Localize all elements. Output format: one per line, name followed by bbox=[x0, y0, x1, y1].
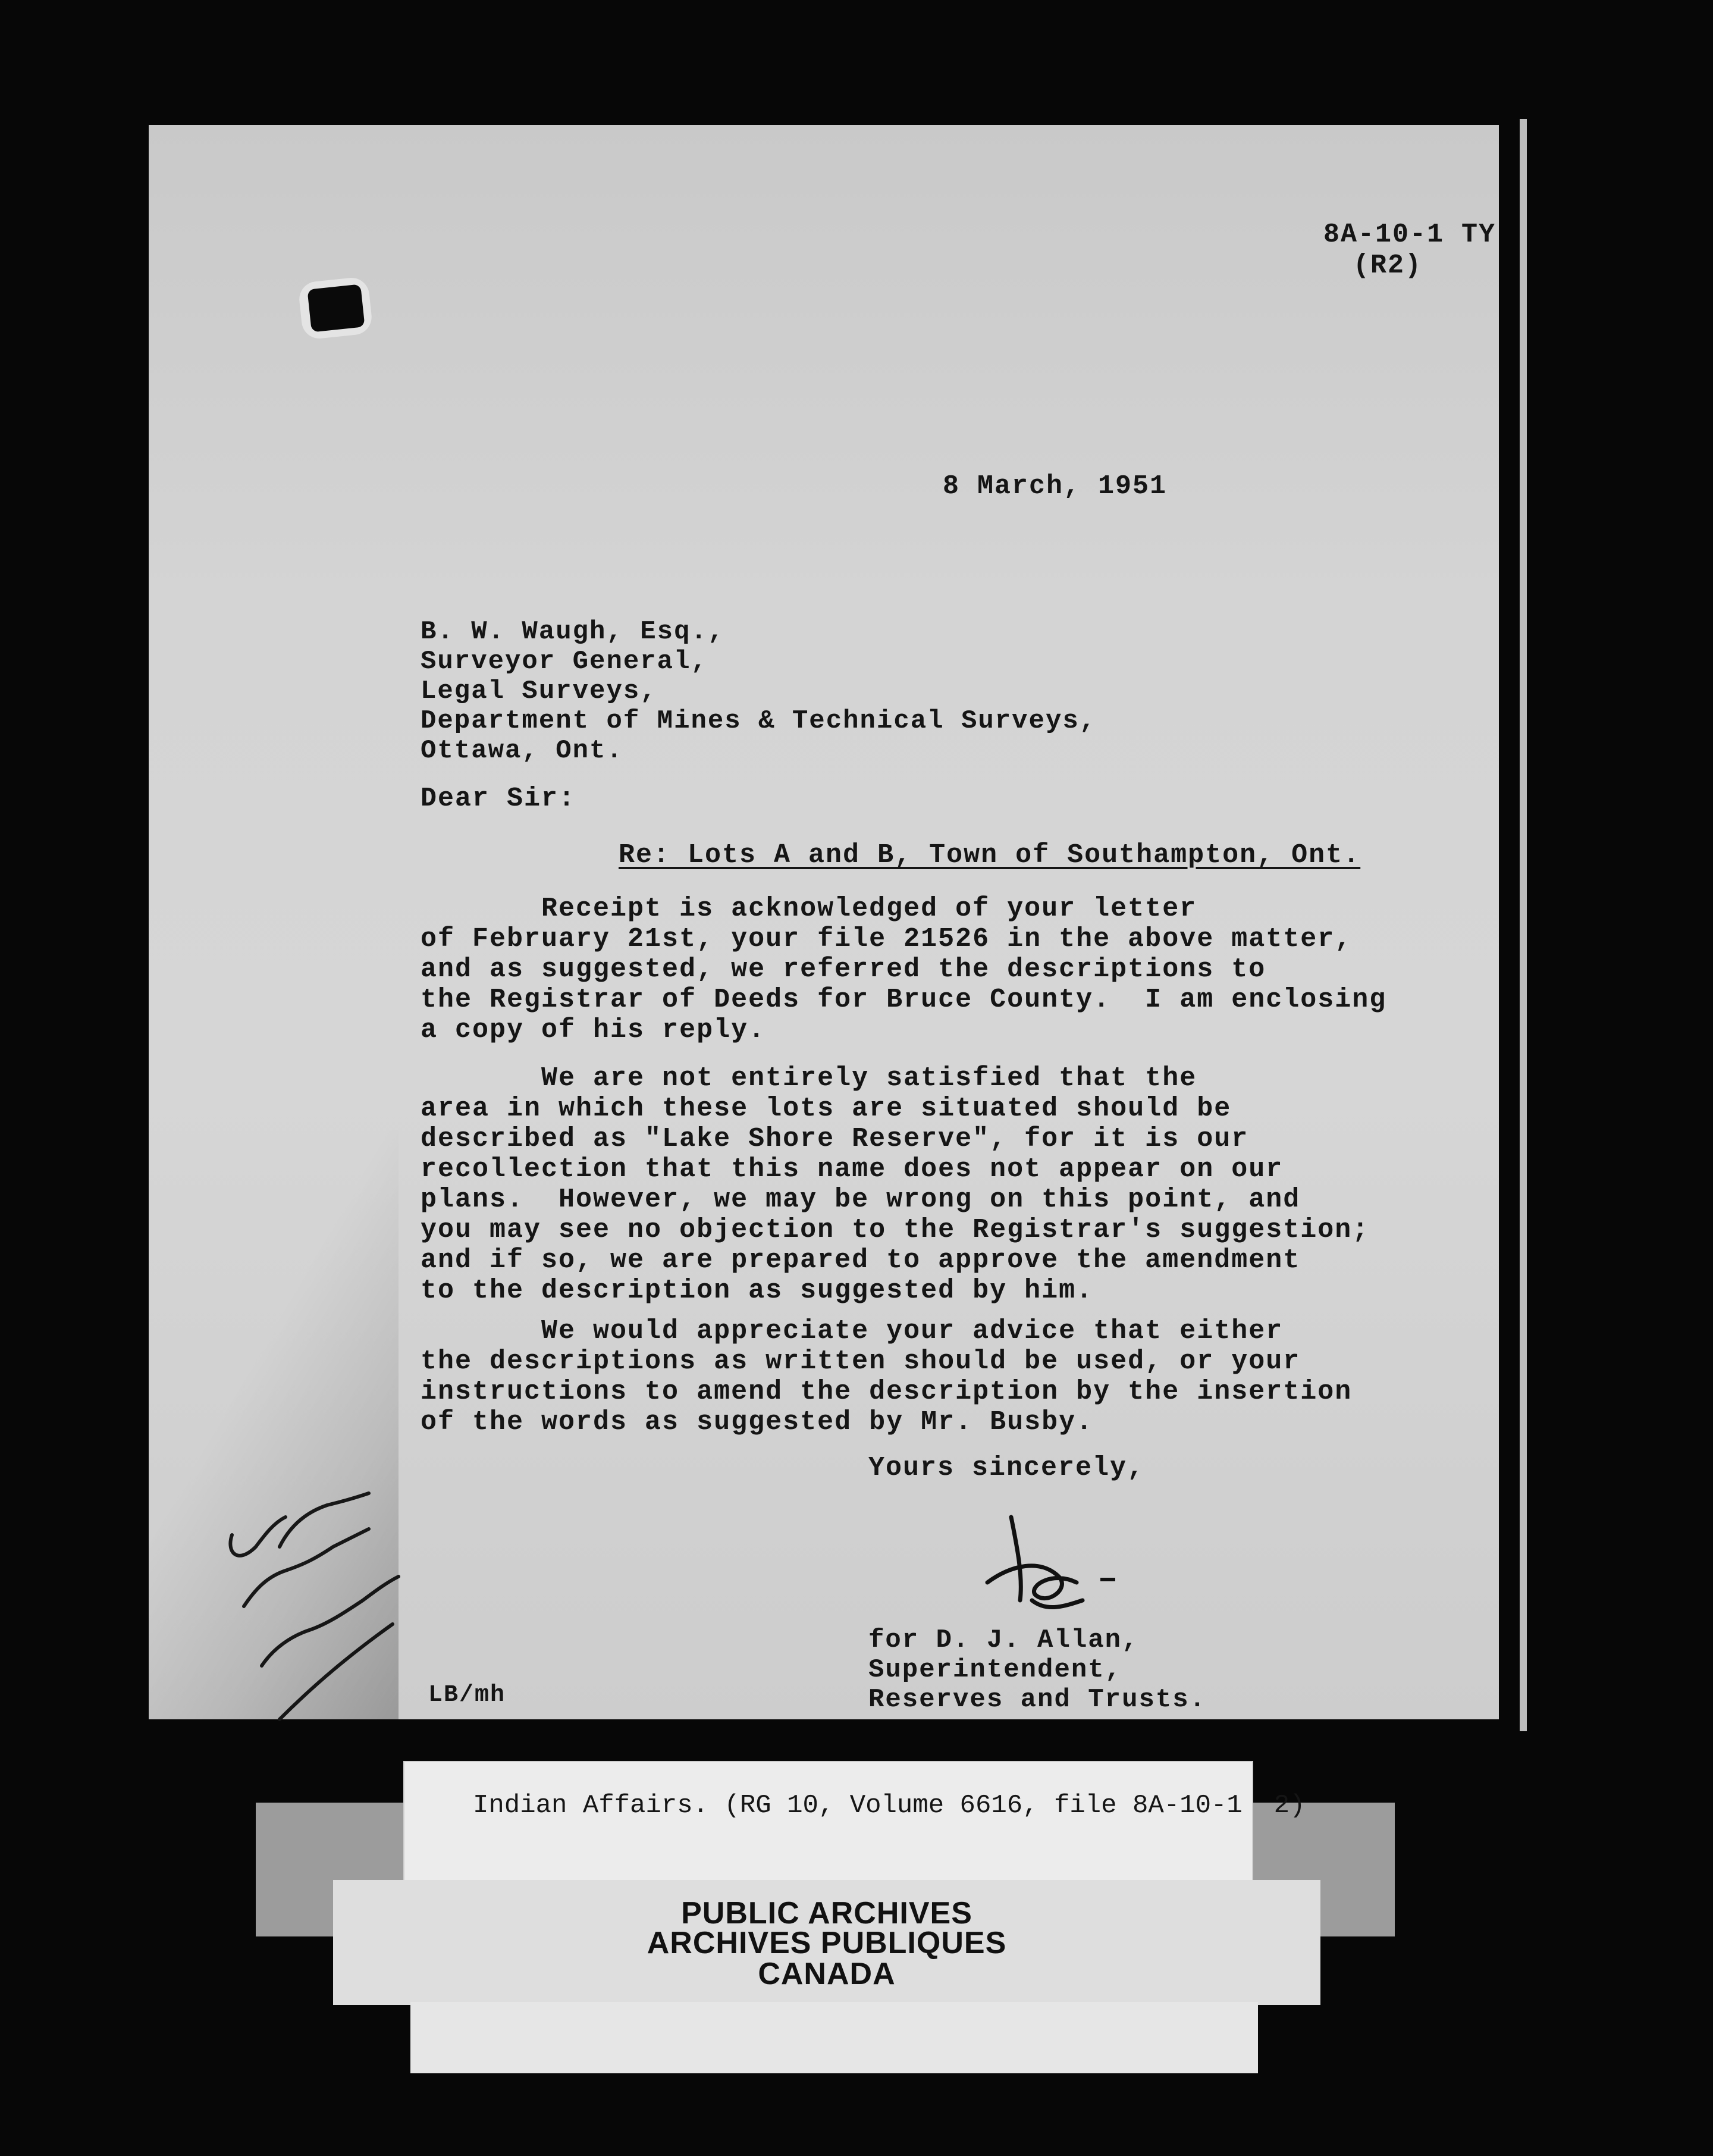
address-line: Surveyor General, bbox=[421, 647, 708, 676]
sheet-edge bbox=[1520, 119, 1527, 1731]
signer-line: for D. J. Allan, bbox=[868, 1625, 1139, 1655]
archive-line-2: ARCHIVES PUBLIQUES bbox=[647, 1926, 1007, 1960]
body-line: of the words as suggested by Mr. Busby. bbox=[421, 1407, 1094, 1437]
body-line: a copy of his reply. bbox=[421, 1015, 766, 1045]
body-line: area in which these lots are situated should be bbox=[421, 1093, 1232, 1124]
body-line: recollection that this name does not appear on our bbox=[421, 1154, 1284, 1184]
body-line: to the description as suggested by him. bbox=[421, 1276, 1094, 1306]
archive-line-3: CANADA bbox=[758, 1957, 896, 1991]
address-line: Department of Mines & Technical Surveys, bbox=[421, 706, 1097, 736]
closing: Yours sincerely, bbox=[868, 1453, 1145, 1483]
punch-hole bbox=[307, 284, 365, 332]
address-line: Ottawa, Ont. bbox=[421, 736, 623, 766]
body-line: Receipt is acknowledged of your letter bbox=[421, 894, 1197, 924]
archive-line-1: PUBLIC ARCHIVES bbox=[681, 1896, 972, 1931]
body-line: described as "Lake Shore Reserve", for it is our bbox=[421, 1124, 1249, 1154]
signer-line: Superintendent, bbox=[868, 1655, 1122, 1685]
body-line: plans. However, we may be wrong on this point, and bbox=[421, 1184, 1301, 1215]
salutation: Dear Sir: bbox=[421, 784, 576, 814]
letter-date: 8 March, 1951 bbox=[943, 471, 1168, 502]
body-line: the Registrar of Deeds for Bruce County. I am enclosing bbox=[421, 985, 1387, 1015]
body-line: and as suggested, we referred the descriptions to bbox=[421, 954, 1266, 985]
typist-initials: LB/mh bbox=[428, 1682, 506, 1709]
body-line: We are not entirely satisfied that the bbox=[421, 1063, 1197, 1093]
body-line: We would appreciate your advice that either bbox=[421, 1316, 1284, 1346]
body-line: you may see no objection to the Registrar's suggestion; bbox=[421, 1215, 1370, 1245]
body-paragraph-2 bbox=[421, 1065, 1396, 1308]
body-line: instructions to amend the description by the insertion bbox=[421, 1377, 1353, 1407]
address-line: B. W. Waugh, Esq., bbox=[421, 617, 725, 647]
body-line: of February 21st, your file 21526 in the above matter, bbox=[421, 924, 1353, 954]
file-reference-code: 8A-10-1 TY bbox=[1323, 220, 1496, 250]
body-paragraph-1 bbox=[421, 895, 1396, 1047]
body-line: and if so, we are prepared to approve the amendment bbox=[421, 1245, 1301, 1276]
address-line: Legal Surveys, bbox=[421, 676, 657, 706]
archive-stamp-foot bbox=[410, 2002, 1258, 2073]
body-line: the descriptions as written should be used, or your bbox=[421, 1346, 1301, 1377]
archive-reference: Indian Affairs. (RG 10, Volume 6616, file 8A-10-1 2) bbox=[473, 1791, 1306, 1820]
subject-line: Re: Lots A and B, Town of Southampton, Ont. bbox=[619, 840, 1361, 870]
signer-line: Reserves and Trusts. bbox=[868, 1685, 1207, 1715]
file-reference-sub: (R2) bbox=[1353, 250, 1423, 281]
handwritten-margin-note bbox=[208, 1487, 404, 1725]
body-paragraph-3 bbox=[421, 1318, 1396, 1439]
archive-reference-card bbox=[403, 1761, 1253, 1888]
